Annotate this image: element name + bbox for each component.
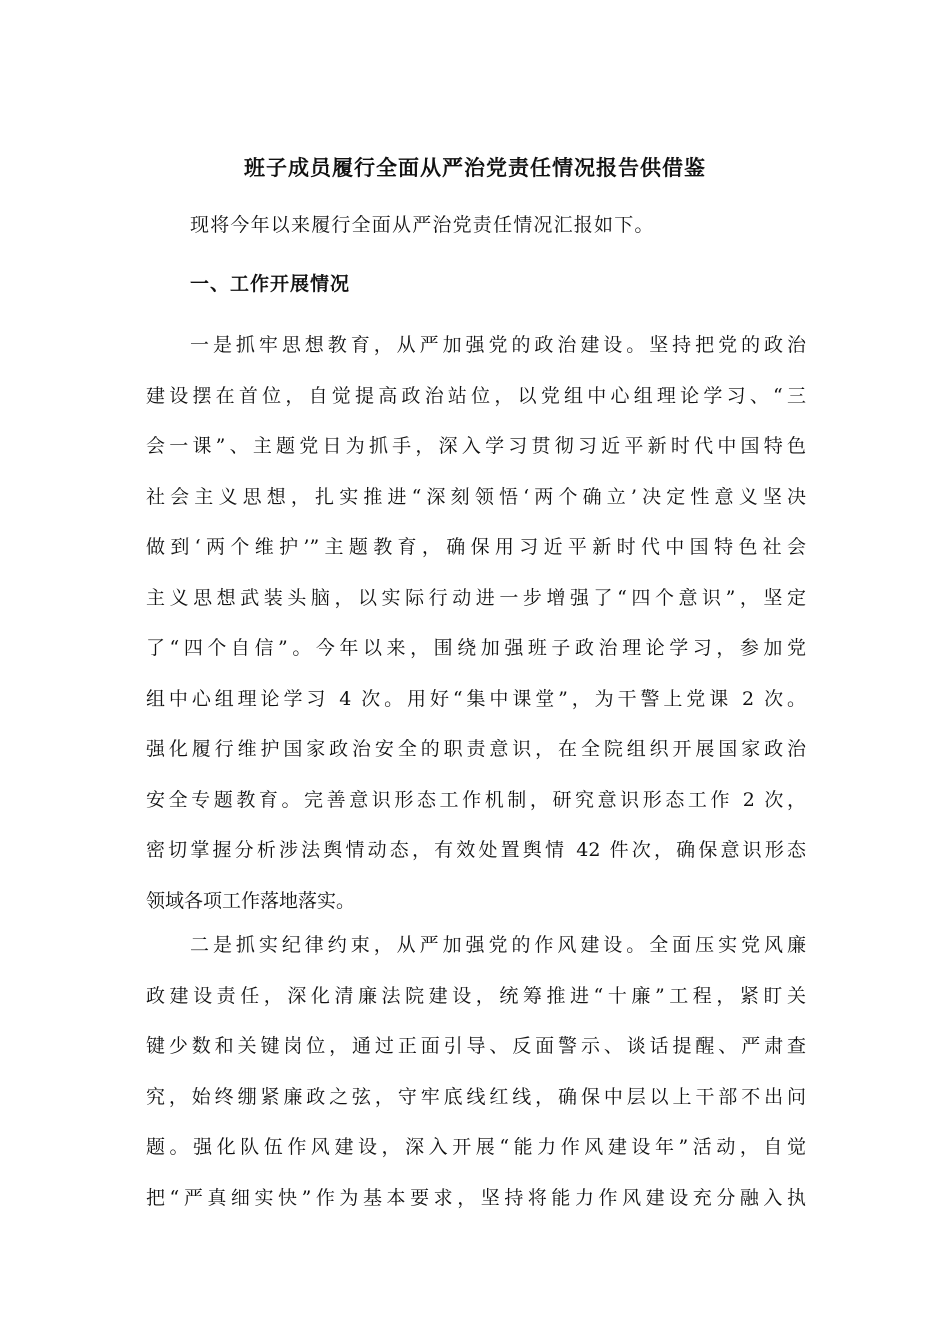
paragraph-line: 一是抓牢思想教育，从严加强党的政治建设。坚持把党的政治 bbox=[190, 334, 806, 356]
paragraph-line: 密切掌握分析涉法舆情动态，有效处置舆情 42 件次，确保意识形态 bbox=[146, 839, 806, 861]
paragraph-line: 二是抓实纪律约束，从严加强党的作风建设。全面压实党风廉 bbox=[190, 934, 806, 956]
paragraph-line: 键少数和关键岗位，通过正面引导、反面警示、谈话提醒、严肃查 bbox=[146, 1035, 806, 1057]
paragraph-line: 安全专题教育。完善意识形态工作机制，研究意识形态工作 2 次， bbox=[146, 788, 806, 811]
paragraph-line: 会一课”、主题党日为抓手，深入学习贯彻习近平新时代中国特色 bbox=[146, 435, 806, 457]
paragraph-line: 做到‘两个维护’”主题教育，确保用习近平新时代中国特色社会 bbox=[146, 536, 806, 558]
paragraph-line: 社会主义思想，扎实推进“深刻领悟‘两个确立’决定性意义坚决 bbox=[146, 485, 806, 508]
document-title: 班子成员履行全面从严治党责任情况报告供借鉴 bbox=[244, 155, 706, 180]
paragraph-line: 把“严真细实快”作为基本要求，坚持将能力作风建设充分融入执 bbox=[146, 1186, 806, 1209]
paragraph-line: 了“四个自信”。今年以来，围绕加强班子政治理论学习，参加党 bbox=[146, 637, 806, 659]
paragraph-line: 组中心组理论学习 4 次。用好“集中课堂”，为干警上党课 2 次。 bbox=[146, 687, 806, 710]
paragraph-line: 领域各项工作落地落实。 bbox=[146, 889, 356, 912]
paragraph-line: 题。强化队伍作风建设，深入开展“能力作风建设年”活动，自觉 bbox=[146, 1136, 806, 1158]
body-paragraph-1 bbox=[146, 320, 806, 926]
paragraph-line: 政建设责任，深化清廉法院建设，统筹推进“十廉”工程，紧盯关 bbox=[146, 984, 806, 1007]
paragraph-line: 究，始终绷紧廉政之弦，守牢底线红线，确保中层以上干部不出问 bbox=[146, 1085, 806, 1108]
paragraph-line: 强化履行维护国家政治安全的职责意识，在全院组织开展国家政治 bbox=[146, 738, 806, 760]
body-paragraph-2 bbox=[146, 920, 806, 1223]
paragraph-line: 主义思想武装头脑，以实际行动进一步增强了“四个意识”，坚定 bbox=[146, 586, 806, 609]
paragraph-line: 建设摆在首位，自觉提高政治站位，以党组中心组理论学习、“三 bbox=[146, 384, 806, 407]
intro-paragraph: 现将今年以来履行全面从严治党责任情况汇报如下。 bbox=[190, 214, 655, 236]
section-heading: 一、工作开展情况 bbox=[190, 273, 351, 295]
